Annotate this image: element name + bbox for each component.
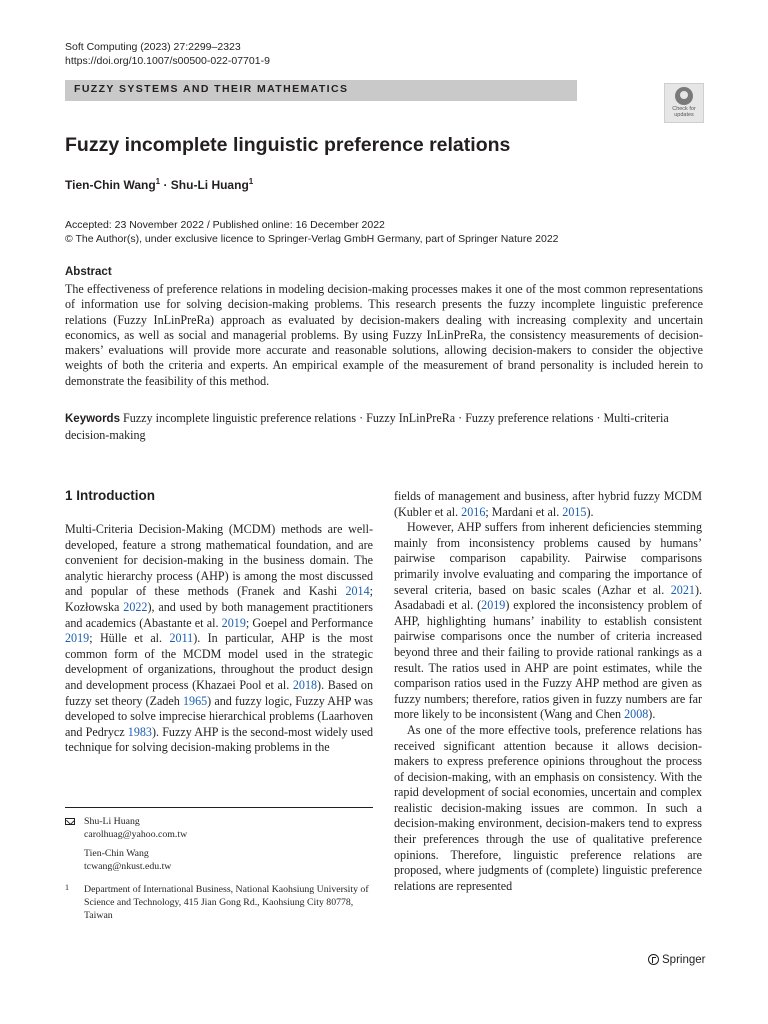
- corresponding-author: [65, 815, 373, 873]
- citation-link[interactable]: 2016: [461, 504, 486, 519]
- author-affiliation-mark: 1: [155, 177, 161, 186]
- corresponding-author-name: Shu-Li Huang: [84, 816, 140, 827]
- author-name[interactable]: Shu-Li Huang: [170, 178, 249, 192]
- coauthor-email[interactable]: tcwang@nkust.edu.tw: [84, 861, 172, 872]
- copyright-notice: © The Author(s), under exclusive licence to Springer-Verlag GmbH Germany, part of Springer Nature 2022: [65, 233, 559, 245]
- author-separator: ·: [160, 178, 171, 192]
- abstract-heading: Abstract: [65, 266, 112, 278]
- doi-link[interactable]: https://doi.org/10.1007/s00500-022-07701-9: [65, 55, 270, 67]
- footnotes: [65, 815, 373, 922]
- publisher-logo: [648, 952, 705, 966]
- check-updates-line1: Check for: [672, 106, 696, 112]
- citation-link[interactable]: 2008: [624, 707, 649, 722]
- update-icon: [675, 87, 693, 105]
- paragraph: However, AHP suffers from inherent deficiencies stemming mainly from inconsistency problems caused by humans’ pairwise comparison capability. Pairwise comparisons primarily involve evaluating and comparing the importance of several criteria, based on basic scales (Azhar et al. 2021). Asadabadi et al. (2019) explored the inconsistency problem of AHP, highlighting humans’ inability to establish consistent pairwise comparisons once the number of criteria increased beyond three and their failing to provide rational rankings as a result. The ratios used in AHP are point estimates, while the comparison ratios used in the Fuzzy AHP method are given as fuzzy numbers; therefore, ratios given in fuzzy numbers are far more likely to be inconsistent (Wang and Chen 2008).: [394, 520, 702, 722]
- paragraph: As one of the more effective tools, preference relations has received significant attention because it allows decision-makers to express preference opinions throughout the process of decision-making, with an emphasis on consistency. With the rapid development of social economies, uncertain and complex realistic decision-making issues are common. In such a decision-making environment, decision-makers tend to express their preferences through the use of qualitative preference opinions. Therefore, linguistic preference relations are proposed, where judgments of (complete) linguistic preference relations are represented: [394, 722, 702, 893]
- citation-link[interactable]: 2019: [481, 598, 506, 613]
- body-column-left: [65, 522, 373, 756]
- body-column-right: [394, 489, 702, 894]
- paragraph: Multi-Criteria Decision-Making (MCDM) methods are well-developed, feature a strong mathematical foundation, and are convenient for decision-making in the business domain. The analytic hierarchy process (AHP) is among the most discussed and popular of these methods (Franek and Kashi 2014; Kozłowska 2022), and used by both management practitioners and academics (Abastante et al. 2019; Goepel and Performance 2019; Hülle et al. 2011). In particular, AHP is the most common form of the MCDM model used in the strategic development of organizations, throughout the product design and development process (Khazaei Pool et al. 2018). Based on fuzzy set theory (Zadeh 1965) and fuzzy logic, Fuzzy AHP was developed to solve imprecise hierarchical problems (Laarhoven and Pedrycz 1983). Fuzzy AHP is the second-most widely used technique for solving decision-making problems in the: [65, 522, 374, 755]
- citation-link[interactable]: 1983: [127, 724, 152, 739]
- publication-dates: [65, 218, 559, 246]
- affiliation-text: Department of International Business, National Kaohsiung University of Science and Technology, 415 Jian Gong Rd., Kaohsiung City 80778, Taiwan: [84, 884, 369, 921]
- check-updates-line2: updates: [674, 112, 694, 118]
- citation-link[interactable]: 2022: [123, 599, 148, 614]
- keywords: [65, 410, 703, 443]
- citation-link[interactable]: 2011: [169, 631, 194, 646]
- paper-title: Fuzzy incomplete linguistic preference relations: [65, 134, 511, 156]
- accepted-published-dates: Accepted: 23 November 2022 / Published online: 16 December 2022: [65, 219, 385, 231]
- section-heading-introduction: 1 Introduction: [65, 488, 155, 503]
- publisher-name: Springer: [662, 954, 706, 966]
- paragraph: fields of management and business, after hybrid fuzzy MCDM (Kubler et al. 2016; Mardani et al. 2015).: [394, 489, 702, 519]
- author-affiliation-mark: 1: [248, 177, 254, 186]
- citation-link[interactable]: 2019: [65, 631, 90, 646]
- keywords-label: Keywords: [65, 413, 120, 425]
- citation-link[interactable]: 2019: [221, 615, 246, 630]
- affiliation-mark: 1: [65, 883, 69, 892]
- journal-citation: Soft Computing (2023) 27:2299–2323: [65, 41, 241, 53]
- citation-link[interactable]: 1965: [182, 693, 208, 708]
- keywords-list: Fuzzy incomplete linguistic preference relations · Fuzzy InLinPreRa · Fuzzy preference relations · Multi-criteria decision-making: [65, 411, 669, 442]
- citation-link[interactable]: 2015: [562, 504, 587, 519]
- abstract-text: The effectiveness of preference relations in modeling decision-making processes makes it one of the most common representations of information use for solving decision-making problems. This research presents the fuzzy incomplete linguistic preference relations (Fuzzy InLinPreRa) approach as evaluated by decision-makers dealing with increasing complexity and uncertain economics, as well as social and managerial problems. By using Fuzzy InLinPreRa, the consistency measurements of decision-makers’ evaluations will provide more accurate and reasonable solutions, allowing decision-makers to consider the objective weights of both the criteria and experts. An empirical example of the measurement of brand personality is included herein to demonstrate the feasibility of this method.: [65, 282, 703, 388]
- footnote-divider: [65, 807, 373, 808]
- section-label: FUZZY SYSTEMS AND THEIR MATHEMATICS: [74, 83, 349, 95]
- affiliation-note: [65, 883, 373, 922]
- corresponding-author-email[interactable]: carolhuag@yahoo.com.tw: [84, 829, 188, 840]
- check-for-updates-badge[interactable]: [664, 83, 704, 123]
- section-banner: [65, 80, 577, 101]
- citation-link[interactable]: 2021: [670, 582, 695, 597]
- citation-link[interactable]: 2018: [292, 677, 318, 692]
- author-name[interactable]: Tien-Chin Wang: [65, 178, 156, 192]
- journal-header: [65, 40, 270, 68]
- author-list: [65, 177, 253, 192]
- coauthor-name: Tien-Chin Wang: [84, 848, 149, 859]
- citation-link[interactable]: 2014: [345, 584, 370, 599]
- springer-horse-icon: [648, 954, 659, 965]
- envelope-icon: [65, 815, 75, 828]
